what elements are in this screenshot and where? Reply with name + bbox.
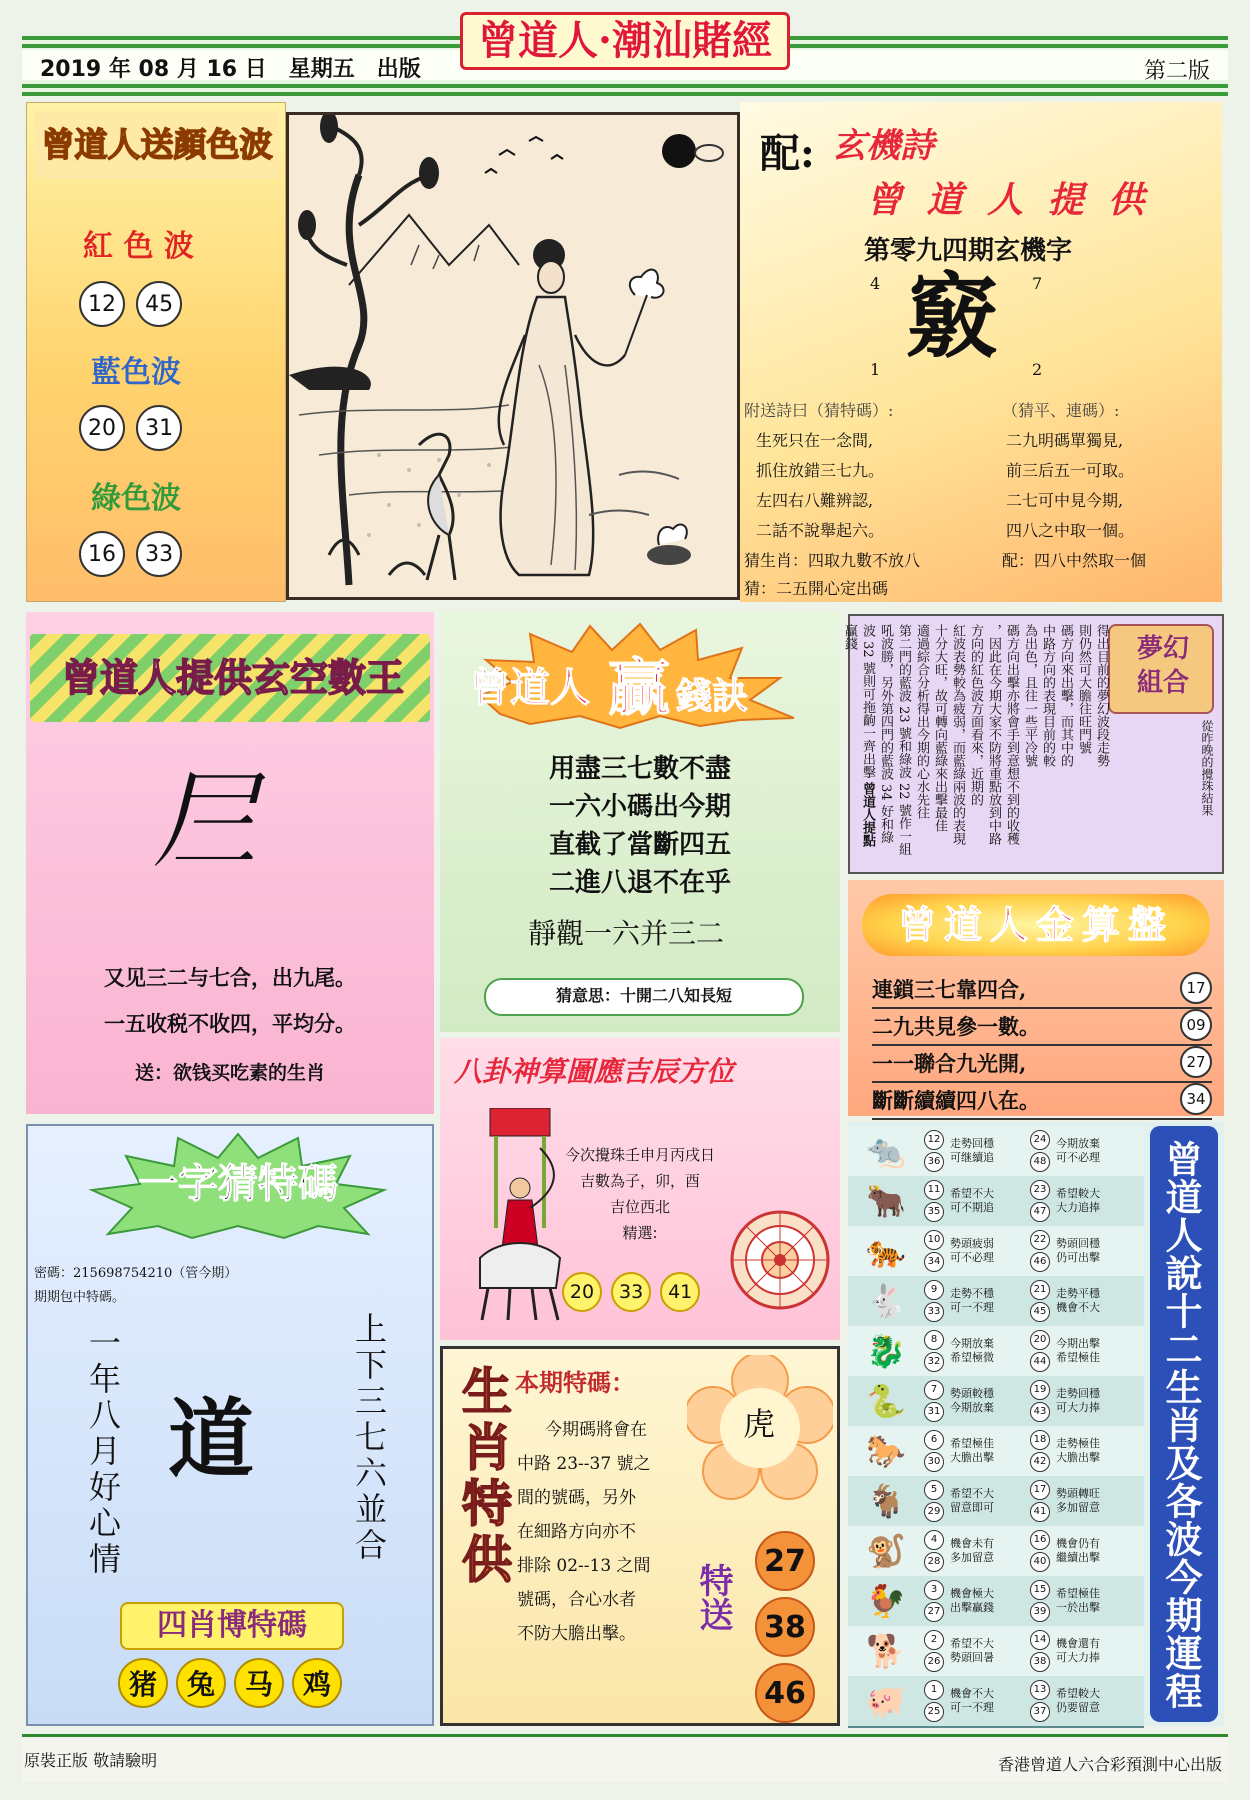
fortune-text: 出擊贏錢 [950, 1601, 994, 1614]
winning-line: 二進八退不在乎 [548, 868, 731, 898]
poem-line: 二九明碼單獨見, [1006, 431, 1124, 450]
fortune-text: 勢頭較穩 [950, 1387, 994, 1400]
zodiac-number: 48 [1030, 1152, 1050, 1172]
zodiac-number: 4 [924, 1530, 944, 1550]
abacus-row [872, 1046, 1212, 1083]
zodiac-number: 45 [1030, 1302, 1050, 1322]
fortune-text: 希望極微 [950, 1351, 994, 1364]
winning-line: 用盡三七數不盡 [548, 754, 731, 784]
fortune-text: 多加留意 [950, 1551, 994, 1564]
kongshu-glyph: 𡰥 [150, 758, 260, 886]
fortune-text: 今期放棄 [950, 1401, 994, 1414]
bagua-number: 20 [562, 1272, 602, 1312]
color-wave-panel [26, 102, 286, 602]
zodiac-fortune-row [848, 1526, 1144, 1578]
zodiac-fortune-row [848, 1426, 1144, 1478]
goat-icon: 🐐 [866, 1482, 906, 1520]
dream-text-b [840, 624, 1110, 870]
dream-combo-panel [842, 614, 1224, 874]
zodiac-number: 7 [924, 1380, 944, 1400]
special-line: 中路 23--37 號之 [517, 1454, 651, 1474]
zodiac-special-panel [440, 1346, 840, 1726]
winning-formula-panel [440, 612, 840, 1032]
pei-line: 配：四八中然取一個 [1002, 551, 1147, 570]
abacus-row [872, 972, 1212, 1009]
dream-column: 波 32 號則可拖齣一齊出擊 [860, 624, 875, 779]
zodiac-fortune-row [848, 1126, 1144, 1178]
zodiac-number: 35 [924, 1202, 944, 1222]
secret-code: 密碼：215698754210（管今期） [34, 1266, 238, 1281]
poem-line: 生死只在一念間, [756, 431, 874, 450]
lady-crane-drawing [289, 115, 737, 597]
zodiac-number: 38 [1030, 1652, 1050, 1672]
abacus-row [872, 1083, 1212, 1120]
kongshu-line: 又见三二与七合，出九尾。 [104, 965, 356, 990]
abacus-row [872, 1009, 1212, 1046]
twelve-zodiac-fortune-panel [848, 1122, 1224, 1726]
footer-authentic: 原裝正版 敬請驗明 [24, 1751, 158, 1770]
edition-label: 第二版 [1143, 59, 1210, 84]
zodiac-number: 32 [924, 1352, 944, 1372]
fortune-text: 走勢極佳 [1056, 1437, 1100, 1450]
poem-line: 四八之中取一個。 [1006, 521, 1135, 540]
zodiac-number: 40 [1030, 1552, 1050, 1572]
code-number: 4 [870, 274, 881, 293]
winning-title-a: 曾道人 [470, 664, 590, 711]
zodiac-number: 11 [924, 1180, 944, 1200]
zodiac-number: 36 [924, 1152, 944, 1172]
dream-column: 為出色，且往一些平冷號 [1022, 624, 1037, 767]
zodiac-number: 14 [1030, 1630, 1050, 1650]
fortune-text: 希望較大 [1056, 1687, 1100, 1700]
abacus-number: 17 [1180, 972, 1212, 1004]
fortune-text: 多加留意 [1056, 1501, 1100, 1514]
guess-line: 猜：二五開心定出碼 [744, 579, 889, 598]
special-line: 排除 02--13 之間 [517, 1556, 651, 1576]
zodiac-number: 2 [924, 1630, 944, 1650]
provider-title: 曾 道 人 提 供 [866, 179, 1151, 221]
zodiac-number: 12 [924, 1130, 944, 1150]
zodiac-number: 21 [1030, 1280, 1050, 1300]
zodiac-number: 13 [1030, 1680, 1050, 1700]
fortune-text: 機會還有 [1056, 1637, 1100, 1650]
poem-line: 前三后五一可取。 [1006, 461, 1135, 480]
bagua-number: 41 [660, 1272, 700, 1312]
zodiac-fortune-row [848, 1226, 1144, 1278]
fortune-text: 希望極佳 [1056, 1587, 1100, 1600]
zodiac-number: 44 [1030, 1352, 1050, 1372]
blue-ball: 20 [79, 405, 125, 451]
fortune-text: 可不期追 [950, 1201, 994, 1214]
zodiac-number: 9 [924, 1280, 944, 1300]
zodiac-number: 34 [924, 1252, 944, 1272]
fortune-text: 走勢不穩 [950, 1287, 994, 1300]
fortune-text: 勢頭回暑 [950, 1651, 994, 1664]
bagua-compass-icon [728, 1208, 832, 1312]
poem-left-heading: 附送詩曰（猜特碼）: [744, 401, 894, 420]
fortune-text: 機會極大 [950, 1587, 994, 1600]
zodiac-number: 22 [1030, 1230, 1050, 1250]
fortune-text: 勢頭轉旺 [1056, 1487, 1100, 1500]
fortune-text: 今期放棄 [1056, 1137, 1100, 1150]
fortune-text: 機會仍有 [1056, 1537, 1100, 1550]
abacus-number: 34 [1180, 1083, 1212, 1115]
abacus-row-text: 一一聯合九光開, [872, 1051, 1027, 1076]
bagua-line: 吉位西北 [609, 1198, 670, 1216]
fortune-text: 希望不大 [950, 1187, 994, 1200]
fortune-text: 希望較大 [1056, 1187, 1100, 1200]
four-zodiac-animal: 马 [234, 1658, 284, 1708]
zodiac-fortune-row [848, 1576, 1144, 1628]
dream-column: 紅波表勢較為疲弱，而藍綠兩波的表現 [950, 624, 965, 845]
zodiac-fortune-row [848, 1476, 1144, 1528]
dog-icon: 🐕 [866, 1632, 906, 1670]
blue-wave-label: 藍色波 [91, 355, 181, 390]
fortune-text: 走勢平穩 [1056, 1287, 1100, 1300]
poem-line: 抓住放錯三七九。 [756, 461, 885, 480]
zodiac-fortune-row [848, 1676, 1144, 1728]
fortune-text: 勢頭回穩 [1056, 1237, 1100, 1250]
zodiac-number: 15 [1030, 1580, 1050, 1600]
zodiac-number: 28 [924, 1552, 944, 1572]
poem-left-lines [756, 426, 884, 546]
zodiac-number: 33 [924, 1302, 944, 1322]
four-zodiac-animal: 兔 [176, 1658, 226, 1708]
zodiac-number: 26 [924, 1652, 944, 1672]
dream-column: 則仍然可大膽往旺門號 [1076, 624, 1091, 754]
poem-right-heading: （猜平、連碼）: [1002, 401, 1120, 420]
zodiac-fortune-row [848, 1276, 1144, 1328]
pei-label: 配: [760, 130, 815, 177]
fortune-text: 機會不大 [950, 1687, 994, 1700]
monkey-icon: 🐒 [866, 1532, 906, 1570]
abacus-rows [872, 972, 1212, 1120]
pig-icon: 🐖 [866, 1682, 906, 1720]
page-title: 曾道人·潮汕賭經 [460, 12, 790, 70]
green-wave-label: 綠色波 [91, 481, 181, 516]
winning-title-c: 錢訣 [676, 675, 749, 717]
bagua-lines [540, 1142, 740, 1246]
zodiac-number: 46 [1030, 1252, 1050, 1272]
fortune-text: 留意即可 [950, 1501, 994, 1514]
winning-hint: 猜意思：十開二八知長短 [484, 978, 804, 1016]
green-ball: 33 [136, 531, 182, 577]
winning-last-line: 靜觀一六并三二 [528, 917, 725, 950]
zodiac-fortune-row [848, 1176, 1144, 1228]
fortune-text: 機會不大 [1056, 1301, 1100, 1314]
zodiac-number: 10 [924, 1230, 944, 1250]
abacus-title: 曾道人金算盤 [862, 894, 1210, 956]
fortune-text: 大力追捧 [1056, 1201, 1100, 1214]
zodiac-number: 43 [1030, 1402, 1050, 1422]
fortune-text: 可一不理 [950, 1301, 994, 1314]
special-lines [517, 1413, 651, 1651]
zodiac-number: 16 [1030, 1530, 1050, 1550]
code-number: 7 [1032, 274, 1043, 293]
four-zodiac-animal: 鸡 [292, 1658, 342, 1708]
winning-lines [440, 750, 840, 902]
dream-column: 中路方向的表現目前的較 [1040, 624, 1055, 767]
kongshu-line: 一五收税不收四，平均分。 [104, 1011, 356, 1036]
poem-line: 二話不說舉起六。 [756, 521, 885, 540]
zodiac-number: 29 [924, 1502, 944, 1522]
special-line: 在細路方向亦不 [517, 1522, 636, 1542]
zodiac-number: 42 [1030, 1452, 1050, 1472]
zodiac-number: 41 [1030, 1502, 1050, 1522]
fortune-text: 仍可出擊 [1056, 1251, 1100, 1264]
poem-right-lines [1006, 426, 1134, 546]
dream-column: 第二門的藍波 23 號和綠波 22 號作一組 [896, 624, 911, 856]
dream-signature: 曾道人提點 [860, 782, 875, 847]
dream-column: 碼方向來出擊，而其中的 [1058, 624, 1073, 767]
poem-line: 左四右八難辨認, [756, 491, 874, 510]
zodiac-number: 19 [1030, 1380, 1050, 1400]
color-wave-title: 曾道人送顏色波 [35, 111, 279, 179]
fortune-text: 繼續出擊 [1056, 1551, 1100, 1564]
kongshu-panel [26, 612, 434, 1114]
fortune-text: 可大力捧 [1056, 1651, 1100, 1664]
issue-title: 第零九四期玄機字 [864, 236, 1073, 266]
fortune-text: 今期放棄 [950, 1337, 994, 1350]
bagua-line: 吉數為子，卯，酉 [579, 1172, 700, 1190]
fortune-text: 希望極佳 [1056, 1351, 1100, 1364]
red-ball: 45 [136, 281, 182, 327]
guess-character-panel [26, 1124, 434, 1726]
mystery-poem-panel [740, 102, 1222, 602]
zodiac-number: 30 [924, 1452, 944, 1472]
dream-column: 吼波勝，另外第四門的藍波 34 好和綠 [878, 624, 893, 844]
abacus-row-text: 連鎖三七靠四合, [872, 977, 1027, 1002]
dream-column: 方向的紅色波方面看來，近期的 [968, 624, 983, 806]
zodiac-number: 6 [924, 1430, 944, 1450]
dream-column: 從昨晚的攪珠結果 [1200, 720, 1214, 816]
dream-text-a [1198, 720, 1216, 870]
special-line: 間的號碼，另外 [517, 1488, 636, 1508]
zodiac-number: 1 [924, 1680, 944, 1700]
special-send-label: 特送 [693, 1563, 733, 1631]
special-number: 27 [755, 1531, 815, 1591]
zodiac-number: 24 [1030, 1130, 1050, 1150]
code-number: 2 [1032, 360, 1043, 379]
dream-column: 適過綜合分析得出今期的心水先往 [914, 624, 929, 819]
fortune-text: 勢頭疲弱 [950, 1237, 994, 1250]
zodiac-number: 3 [924, 1580, 944, 1600]
fortune-text: 可大力捧 [1056, 1401, 1100, 1414]
zodiac-fortune-row [848, 1626, 1144, 1678]
fortune-text: 走勢回穩 [950, 1137, 994, 1150]
special-line: 號碼，合心水者 [517, 1590, 636, 1610]
fortune-text: 大膽出擊 [950, 1451, 994, 1464]
special-animal: 虎 [743, 1405, 776, 1443]
special-line: 不防大膽出擊。 [517, 1624, 636, 1644]
fortune-text: 機會未有 [950, 1537, 994, 1550]
fortune-text: 今期出擊 [1056, 1337, 1100, 1350]
fortune-text: 希望極佳 [950, 1437, 994, 1450]
poem-line: 二七可中見今期, [1006, 491, 1124, 510]
special-number: 38 [755, 1597, 815, 1657]
zodiac-number: 25 [924, 1702, 944, 1722]
fortune-text: 可不必理 [950, 1251, 994, 1264]
guess-right-column: 上下三七六並合 [350, 1312, 388, 1564]
zodiac-number: 8 [924, 1330, 944, 1350]
kongshu-line: 送：欲钱买吃素的生肖 [134, 1062, 325, 1084]
special-line: 今期碼將會在 [545, 1420, 647, 1440]
bagua-title: 八卦神算圖應吉辰方位 [454, 1055, 735, 1088]
dream-column: 得出目前的夢幻波段走勢 [1094, 624, 1109, 767]
abacus-number: 27 [1180, 1046, 1212, 1078]
dream-badge: 夢幻組合 [1136, 634, 1189, 698]
abacus-row-text: 斷斷續續四八在。 [872, 1088, 1040, 1113]
fortune-text: 可不必理 [1056, 1151, 1100, 1164]
bagua-line: 今次攪珠壬申月丙戌日 [564, 1146, 715, 1164]
footer-publisher: 香港曾道人六合彩預測中心出版 [997, 1755, 1222, 1774]
fortune-text: 仍要留意 [1056, 1701, 1100, 1714]
red-wave-label: 紅 色 波 [83, 229, 194, 264]
tiger-icon: 🐅 [866, 1232, 906, 1270]
ox-icon: 🐂 [866, 1182, 906, 1220]
fortune-text: 大膽出擊 [1056, 1451, 1100, 1464]
zodiac-number: 27 [924, 1602, 944, 1622]
zodiac-number: 31 [924, 1402, 944, 1422]
guess-left-column: 一年八月好心情 [84, 1326, 122, 1578]
green-ball: 16 [79, 531, 125, 577]
winning-line: 一六小碼出今期 [548, 792, 731, 822]
four-zodiac-animal: 猪 [118, 1658, 168, 1708]
kongshu-title: 曾道人提供玄空數王 [61, 655, 404, 700]
rat-icon: 🐀 [866, 1132, 906, 1170]
dream-column: 碼方向出擊亦將會手到意想不到的收穫 [1004, 624, 1019, 845]
bagua-line: 精選: [622, 1224, 658, 1242]
xuanji-title: 玄機詩 [832, 126, 934, 166]
rabbit-icon: 🐇 [866, 1282, 906, 1320]
special-heading: 本期特碼： [515, 1368, 635, 1397]
publish-date: 2019 年 08 月 16 日 星期五 出版 [40, 57, 421, 82]
blue-ball: 31 [136, 405, 182, 451]
fortune-text: 希望不大 [950, 1487, 994, 1500]
guess-zodiac-line: 猜生肖：四取九數不放八 [744, 551, 921, 570]
golden-abacus-panel [848, 880, 1224, 1116]
abacus-number: 09 [1180, 1009, 1212, 1041]
zodiac-number: 17 [1030, 1480, 1050, 1500]
twelve-side-title: 曾道人說十二生肖及各波今期運程 [1159, 1140, 1203, 1710]
dream-column: 贏錢 [842, 624, 857, 650]
bagua-number: 33 [611, 1272, 651, 1312]
dragon-icon: 🐉 [866, 1332, 906, 1370]
every-issue-note: 期期包中特碼。 [34, 1290, 126, 1305]
fortune-text: 可一不理 [950, 1701, 994, 1714]
fortune-text: 可继續追 [950, 1151, 994, 1164]
four-zodiac-title: 四肖博特碼 [120, 1602, 344, 1650]
red-ball: 12 [79, 281, 125, 327]
zodiac-number: 18 [1030, 1430, 1050, 1450]
zodiac-number: 47 [1030, 1202, 1050, 1222]
winning-line: 直截了當斷四五 [548, 830, 731, 860]
guess-title: 一字猜特碼 [138, 1160, 338, 1207]
guess-character: 道 [168, 1389, 254, 1490]
rooster-icon: 🐓 [866, 1582, 906, 1620]
fortune-text: 走勢回穩 [1056, 1387, 1100, 1400]
mystery-character: 竅 [906, 263, 999, 371]
special-number: 46 [755, 1663, 815, 1723]
zodiac-number: 5 [924, 1480, 944, 1500]
snake-icon: 🐍 [866, 1382, 906, 1420]
dream-column: ，因此在今期大家不防將重點放到中路 [986, 624, 1001, 845]
horse-icon: 🐎 [866, 1432, 906, 1470]
code-number: 1 [870, 360, 881, 379]
zodiac-special-title: 生肖特供 [454, 1365, 513, 1589]
dream-column: 十分大旺，故可轉向藍綠來出擊最佳 [932, 624, 947, 832]
ink-painting-illustration [286, 112, 740, 600]
abacus-row-text: 二九共見參一數。 [872, 1014, 1040, 1039]
zodiac-number: 37 [1030, 1702, 1050, 1722]
zodiac-number: 20 [1030, 1330, 1050, 1350]
zodiac-number: 39 [1030, 1602, 1050, 1622]
zodiac-fortune-row [848, 1326, 1144, 1378]
bagua-panel [440, 1038, 840, 1340]
fortune-text: 一於出擊 [1056, 1601, 1100, 1614]
fortune-text: 希望不大 [950, 1637, 994, 1650]
zodiac-fortune-row [848, 1376, 1144, 1428]
zodiac-number: 23 [1030, 1180, 1050, 1200]
winning-title-b: 贏 [608, 651, 671, 724]
